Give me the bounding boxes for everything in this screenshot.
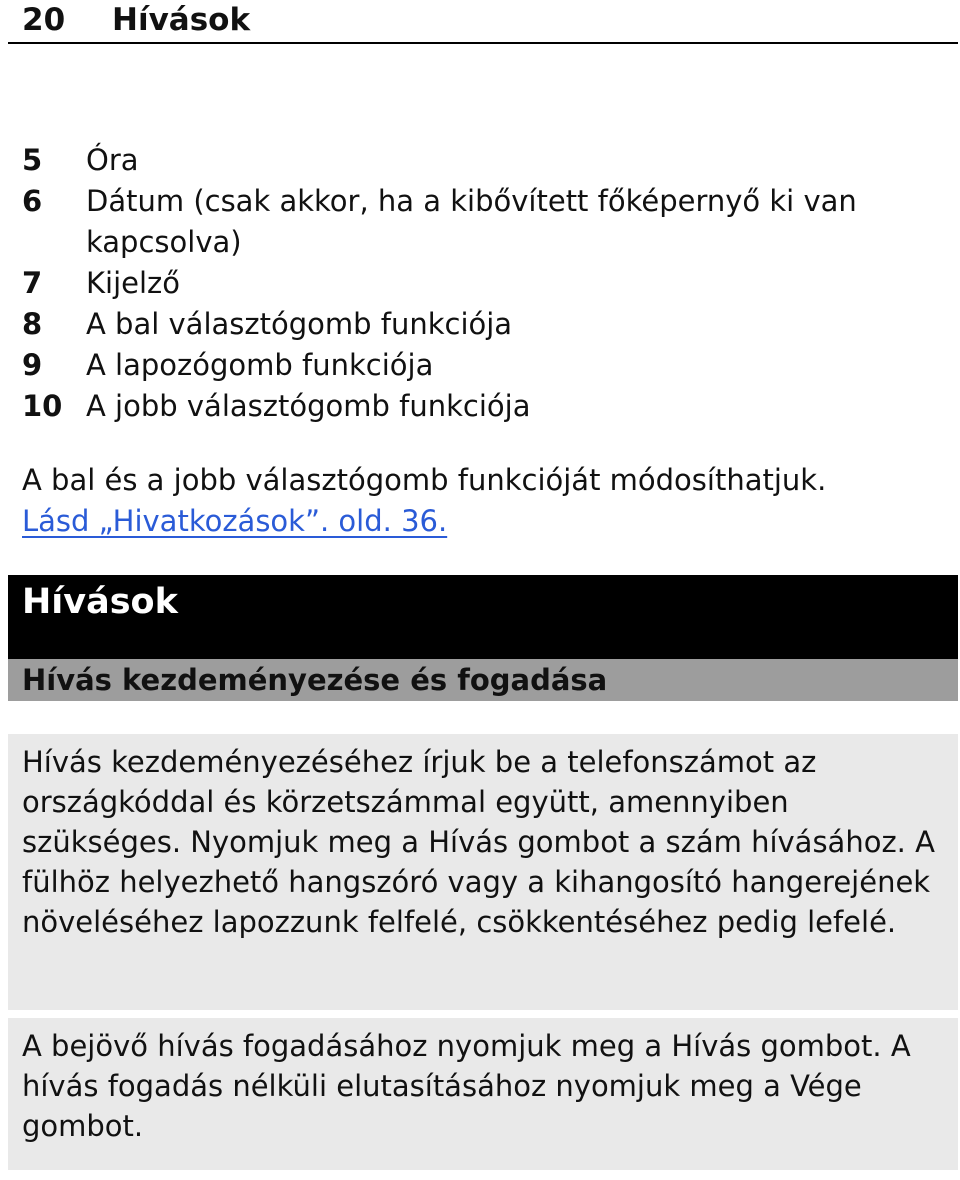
section-title-banner: Hívások [8, 575, 958, 659]
legend-item [22, 181, 942, 263]
shortcuts-page-link[interactable]: Lásd „Hivatkozások”. old. 36. [22, 504, 448, 538]
legend-item [22, 304, 942, 345]
answer-call-paragraph: A bejövő hívás fogadásához nyomjuk meg a Hívás gombot. A hívás fogadás nélküli elutasításához nyomjuk meg a Vége gombot. [8, 1018, 958, 1170]
legend-number: 5 [22, 143, 43, 177]
make-call-paragraph: Hívás kezdeményezéséhez írjuk be a telefonszámot az országkóddal és körzetszámmal együtt, amennyiben szükséges. Nyomjuk meg a Hívás gombot a szám hívásához. A fülhöz helyezhető hangszóró vagy a kihangosító hangerejének növeléséhez lapozzunk felfelé, csökkentéséhez pedig lefelé. [8, 734, 958, 1010]
legend-text: Dátum (csak akkor, ha a kibővített főképernyő ki van kapcsolva) [86, 184, 857, 259]
legend-text: A lapozógomb funkciója [86, 348, 434, 382]
legend-item [22, 386, 942, 427]
legend-list [22, 140, 942, 427]
subsection-title-bar: Hívás kezdeményezése és fogadása [8, 659, 958, 701]
legend-number: 10 [22, 389, 63, 423]
legend-text: A jobb választógomb funkciója [86, 389, 531, 423]
note-text: A bal és a jobb választógomb funkcióját módosíthatjuk. [22, 463, 827, 497]
legend-number: 7 [22, 266, 43, 300]
legend-item [22, 263, 942, 304]
legend-item [22, 345, 942, 386]
legend-text: Óra [86, 143, 139, 177]
legend-number: 6 [22, 184, 43, 218]
legend-number: 9 [22, 348, 43, 382]
shortcut-note [22, 460, 942, 542]
legend-text: A bal választógomb funkciója [86, 307, 513, 341]
page-header [8, 0, 958, 44]
header-section-title: Hívások [112, 2, 251, 38]
legend-item [22, 140, 942, 181]
legend-text: Kijelző [86, 266, 180, 300]
legend-number: 8 [22, 307, 43, 341]
page-number: 20 [22, 2, 66, 38]
